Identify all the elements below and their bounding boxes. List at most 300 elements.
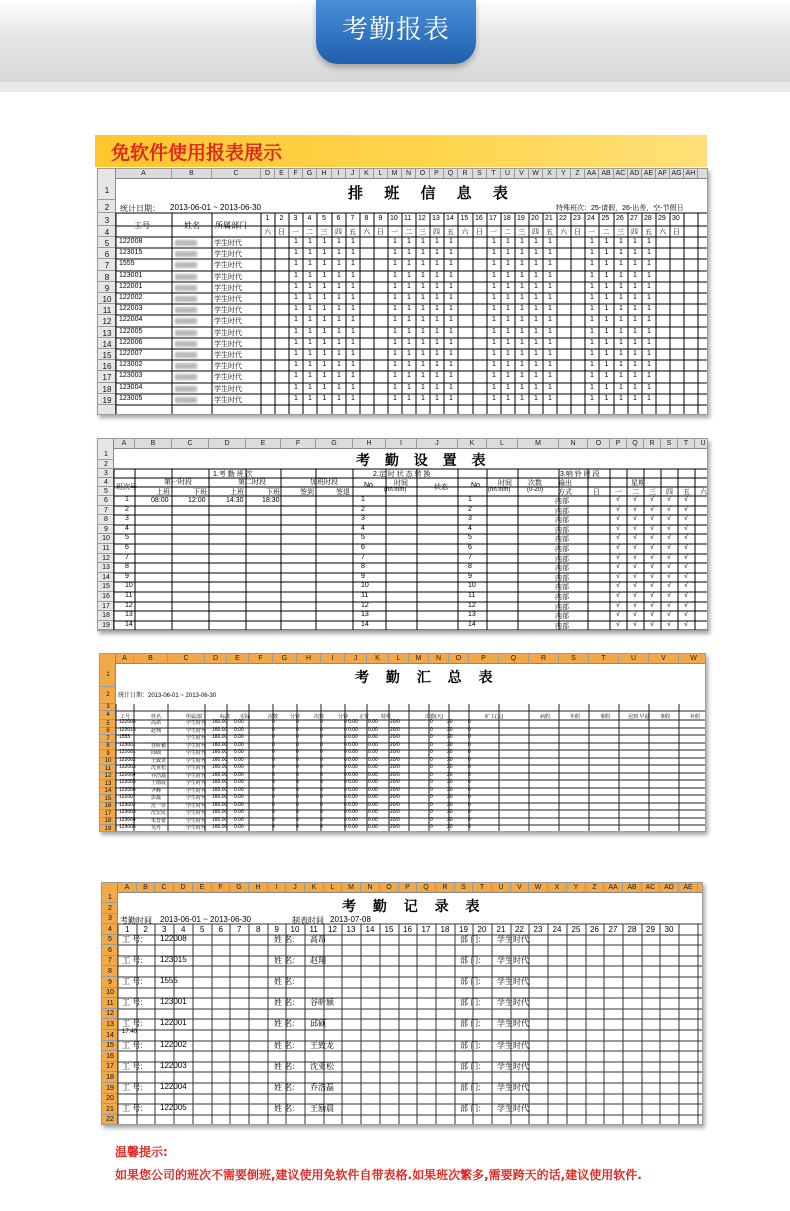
actual-hours: 0.00 — [234, 809, 244, 815]
shift-value: 1 — [548, 294, 552, 301]
column-header: U — [619, 654, 649, 664]
zero: 0 — [430, 772, 433, 778]
day-number: 29 — [658, 215, 666, 222]
column-header: S — [473, 169, 487, 179]
department: 学生时代 — [186, 758, 207, 764]
sheet-title: 考 勤 记 录 表 — [342, 899, 486, 915]
check-mark: √ — [616, 515, 620, 522]
stat-label: 统计日期： — [120, 204, 160, 213]
shift-value: 1 — [435, 305, 439, 312]
shift-value: 1 — [520, 384, 524, 391]
department: 学生时代 — [214, 352, 242, 359]
row-number: 17 — [100, 810, 116, 818]
column-header: L — [324, 883, 342, 893]
shift-value: 1 — [619, 384, 623, 391]
output-mode: 内部 — [555, 556, 569, 563]
column-header: D — [205, 654, 227, 664]
shift-value: 1 — [548, 372, 552, 379]
col-title: 工号 — [134, 221, 150, 230]
row-number: 20 — [102, 1094, 118, 1104]
actual-hours: 0.00 — [234, 772, 244, 778]
zero-decimal: 0.00 — [368, 824, 378, 830]
department: 学生时代 — [214, 285, 242, 292]
row-number: 16 — [100, 803, 116, 810]
shift-value: 1 — [492, 305, 496, 312]
shift-value: 1 — [590, 272, 594, 279]
employee-id: 122006 — [119, 787, 136, 793]
shift-value: 1 — [449, 238, 453, 245]
column-header: C — [172, 439, 209, 449]
bell-number: 4 — [468, 525, 472, 532]
tip-title: 温馨提示: — [115, 1145, 168, 1159]
day-number: 24 — [587, 215, 595, 222]
column-header: Q — [499, 654, 529, 664]
count-20: 20 — [447, 742, 453, 748]
shift-value: 1 — [647, 260, 651, 267]
column-header: Z — [586, 883, 604, 893]
column-header: C — [168, 654, 205, 664]
check-mark: √ — [667, 582, 671, 589]
shift-value: 1 — [548, 384, 552, 391]
shift-value: 1 — [548, 316, 552, 323]
dept-label: 部 门: — [460, 1019, 481, 1028]
shift-value: 1 — [506, 294, 510, 301]
shift-value: 1 — [590, 260, 594, 267]
check-mark: √ — [650, 621, 654, 628]
zero-decimal: 0.00 — [368, 734, 378, 740]
zero: 0 — [430, 734, 433, 740]
count-20: 20 — [447, 772, 453, 778]
actual-hours: 0.00 — [234, 742, 244, 748]
row-number: 15 — [100, 795, 116, 803]
zero: 0 — [430, 749, 433, 755]
shift-value: 1 — [633, 395, 637, 402]
shift-value: 1 — [604, 272, 609, 279]
department: 学生时代 — [186, 780, 207, 786]
attendance-days: 20/0 — [390, 794, 400, 800]
shift-value: 1 — [294, 316, 298, 323]
row-number: 11 — [100, 765, 116, 773]
row-number: 13 — [98, 327, 116, 338]
day-number: 23 — [573, 215, 581, 222]
row-number: 3 — [102, 914, 118, 924]
row-number: 2 — [98, 200, 116, 213]
shift-value: 1 — [322, 305, 327, 312]
check-mark: √ — [616, 611, 620, 618]
check-mark: √ — [633, 525, 637, 532]
column-header: AF — [656, 169, 670, 179]
bell-number: 14 — [468, 621, 476, 628]
shift-value: 1 — [647, 283, 651, 290]
shift-value: 1 — [393, 294, 397, 301]
column-header: F — [289, 169, 303, 179]
zero-decimal: 0.00 — [368, 719, 378, 725]
shift-value: 1 — [520, 238, 524, 245]
shift-value: 1 — [520, 372, 524, 379]
shift-value: 1 — [647, 328, 651, 335]
shift-value: 1 — [534, 361, 538, 368]
attendance-days: 20/0 — [390, 719, 400, 725]
check-mark: √ — [667, 602, 671, 609]
zero: 0 — [430, 742, 433, 748]
weekday: 日 — [673, 229, 680, 236]
shift-number: 1 — [125, 496, 129, 503]
row-number: 8 — [100, 743, 116, 750]
zero: 0 — [344, 779, 347, 785]
zero-decimal: 0.00 — [368, 802, 378, 808]
row-number: 13 — [98, 563, 114, 573]
shift-value: 1 — [308, 339, 312, 346]
employee-id: 122004 — [160, 1082, 187, 1091]
shift-value: 1 — [590, 361, 594, 368]
summary-header: 病假 — [540, 714, 551, 720]
employee-name: 彭磊 — [151, 795, 162, 801]
row-number: 3 — [98, 213, 116, 226]
shift-value: 1 — [421, 260, 425, 267]
header-text: 时间 — [498, 480, 512, 487]
department: 学生时代 — [186, 735, 207, 741]
shift-value: 1 — [520, 305, 524, 312]
zero: 0 — [272, 764, 275, 770]
zero: 0 — [320, 742, 323, 748]
shift-value: 1 — [633, 283, 637, 290]
employee-name: 乔浩磊 — [151, 773, 167, 779]
shift-value: 1 — [294, 395, 298, 402]
shift-value: 1 — [590, 384, 594, 391]
shift-value: 1 — [534, 249, 538, 256]
column-header: Q — [627, 439, 644, 449]
column-header: N — [402, 169, 416, 179]
shift-value: 1 — [647, 249, 651, 256]
shift-value: 1 — [647, 384, 651, 391]
row-number: 5 — [98, 237, 116, 248]
shift-value: 1 — [407, 238, 411, 245]
weekday: 二 — [504, 229, 511, 236]
row-number: 4 — [98, 226, 116, 237]
shift-value: 1 — [337, 350, 341, 357]
day-number: 14 — [446, 215, 454, 222]
header-text: 班次号 — [116, 484, 137, 491]
zero: 0 — [272, 802, 275, 808]
shift-value: 1 — [294, 361, 298, 368]
day-number: 28 — [644, 215, 652, 222]
standard-hours: 160.00 — [212, 779, 228, 785]
shift-value: 1 — [393, 361, 397, 368]
row-number: 6 — [100, 728, 116, 735]
shift-value: 1 — [506, 372, 510, 379]
standard-hours: 160.00 — [212, 757, 228, 763]
output-mode: 内部 — [555, 584, 569, 591]
row-number: 14 — [98, 573, 114, 582]
shift-value: 1 — [506, 272, 510, 279]
shift-value: 1 — [647, 272, 651, 279]
weekday: 日 — [377, 229, 384, 236]
column-header: T — [589, 654, 619, 664]
column-header: T — [473, 883, 492, 893]
banner-divider — [0, 82, 790, 92]
shift-number: 14 — [125, 621, 133, 628]
shift-value: 1 — [534, 384, 538, 391]
shift-number: 5 — [125, 534, 129, 541]
time-range: 2013-06-01 ~ 2013-06-30 — [160, 915, 251, 924]
column-header: S — [455, 883, 473, 893]
zero: 0 — [272, 787, 275, 793]
shift-value: 1 — [647, 238, 651, 245]
shift-value: 1 — [351, 272, 355, 279]
output-mode: 内部 — [555, 604, 569, 611]
shift-value: 1 — [492, 350, 496, 357]
shift-value: 1 — [619, 260, 623, 267]
shift-value: 1 — [492, 372, 496, 379]
day-number: 16 — [403, 925, 412, 934]
row-number: 19 — [102, 1083, 118, 1094]
column-header: T — [487, 169, 501, 179]
shift-value: 1 — [449, 316, 453, 323]
column-header: R — [436, 883, 455, 893]
shift-value: 1 — [294, 283, 298, 290]
shift-value: 1 — [590, 372, 594, 379]
zero: 0 — [468, 749, 471, 755]
employee-name: 赵翔 — [310, 956, 326, 965]
attendance-days: 20/0 — [390, 749, 400, 755]
output-mode: 内部 — [555, 527, 569, 534]
shift-value: 1 — [435, 238, 439, 245]
zero: 0 — [320, 727, 323, 733]
zero: 0 — [468, 772, 471, 778]
id-label: 工 号: — [122, 1083, 143, 1092]
shift-value: 1 — [520, 249, 524, 256]
employee-id: 123002 — [119, 361, 143, 368]
employee-id: 122007 — [119, 350, 143, 357]
row-number: 13 — [100, 780, 116, 788]
shift-value: 1 — [449, 260, 453, 267]
column-header: AB — [599, 169, 614, 179]
check-mark: √ — [633, 611, 637, 618]
standard-hours: 160.00 — [212, 734, 228, 740]
time-label: 考勤时间 — [120, 916, 152, 925]
department: 学生时代 — [214, 397, 242, 404]
row-number: 1 — [98, 449, 114, 460]
attendance-days: 20/0 — [390, 824, 400, 830]
zero: 0 — [468, 757, 471, 763]
department: 学生时代 — [214, 307, 242, 314]
zero: 0 — [320, 734, 323, 740]
day-number: 30 — [672, 215, 680, 222]
header-text: (0-20) — [527, 487, 544, 493]
weekday: 四 — [335, 229, 342, 236]
shift-value: 1 — [308, 328, 312, 335]
shift-value: 1 — [337, 361, 341, 368]
department: 学生时代 — [497, 1062, 529, 1071]
row-number: 19 — [100, 825, 116, 832]
row-number: 21 — [102, 1104, 118, 1115]
zero: 0 — [320, 764, 323, 770]
shift-value: 1 — [604, 283, 609, 290]
blurred-name — [175, 318, 197, 324]
shift-value: 1 — [633, 350, 637, 357]
shift-value: 1 — [351, 395, 355, 402]
shift-value: 1 — [647, 339, 651, 346]
column-header: F — [249, 654, 273, 664]
check-mark: √ — [616, 582, 620, 589]
bell-number: 7 — [468, 554, 472, 561]
name-label: 姓 名: — [274, 998, 295, 1007]
summary-header: 事假 — [660, 714, 671, 720]
day-number: 5 — [322, 215, 326, 222]
check-mark: √ — [650, 515, 654, 522]
column-header: K — [458, 439, 487, 449]
page-title: 考勤报表 — [341, 15, 450, 45]
standard-hours: 160.00 — [212, 742, 228, 748]
attendance-days: 20/0 — [390, 734, 400, 740]
shift-value: 1 — [393, 339, 397, 346]
column-header: W — [529, 169, 543, 179]
department: 学生时代 — [186, 743, 207, 749]
check-mark: √ — [616, 506, 620, 513]
header-text: 下班 — [266, 489, 280, 496]
column-header: AC — [642, 883, 660, 893]
shift-value: 1 — [492, 339, 496, 346]
zero: 0 — [430, 824, 433, 830]
column-header: O — [449, 654, 469, 664]
zero-decimal: 0.00 — [348, 727, 358, 733]
shift-value: 1 — [647, 350, 651, 357]
check-mark: √ — [667, 563, 671, 570]
day-number: 7 — [350, 215, 355, 222]
shift-value: 1 — [351, 249, 355, 256]
column-header: N — [429, 654, 449, 664]
employee-id: 122003 — [119, 305, 143, 312]
zero-decimal: 0.00 — [348, 757, 358, 763]
zero: 0 — [296, 794, 299, 800]
summary-header: 分钟 — [338, 714, 349, 720]
shift-value: 1 — [407, 316, 411, 323]
zero: 0 — [344, 719, 347, 725]
summary-header: 分钟 — [290, 714, 301, 720]
group-title: 2.定 时 状 态 转 换 — [373, 471, 431, 478]
shift-value: 1 — [337, 316, 341, 323]
section-title: 免软件使用报表展示 — [111, 142, 283, 164]
zero: 0 — [468, 764, 471, 770]
column-header: X — [548, 883, 567, 893]
shift-value: 1 — [294, 294, 298, 301]
weekday: 五 — [683, 489, 690, 496]
dept-label: 部 门: — [460, 1083, 481, 1092]
blurred-name — [175, 285, 197, 291]
shift-value: 1 — [534, 305, 538, 312]
column-header: A — [118, 883, 137, 893]
zero: 0 — [320, 809, 323, 815]
weekday: 六 — [700, 489, 707, 496]
rule-number: 14 — [361, 621, 369, 628]
zero: 0 — [296, 824, 299, 830]
column-header: M — [388, 169, 402, 179]
check-mark: √ — [633, 592, 637, 599]
check-mark: √ — [616, 554, 620, 561]
column-header: R — [529, 654, 559, 664]
standard-hours: 160.00 — [212, 802, 228, 808]
shift-value: 1 — [308, 316, 312, 323]
check-mark: √ — [633, 506, 637, 513]
shift-value: 1 — [393, 249, 397, 256]
shift-number: 9 — [125, 573, 129, 580]
shift-number: 7 — [125, 554, 129, 561]
dept-label: 部 门: — [460, 935, 481, 944]
column-header: J — [345, 654, 367, 664]
shift-value: 1 — [393, 238, 397, 245]
time-value: 12:00 — [188, 497, 206, 504]
shift-value: 1 — [604, 339, 609, 346]
shift-value: 1 — [548, 339, 552, 346]
row-number: 16 — [102, 1051, 118, 1062]
shift-value: 1 — [294, 384, 298, 391]
actual-hours: 0.00 — [234, 727, 244, 733]
row-number: 10 — [98, 293, 116, 304]
weekday: 二 — [602, 229, 610, 236]
row-number: 5 — [100, 720, 116, 728]
shift-value: 1 — [421, 395, 425, 402]
column-header: S — [661, 439, 678, 449]
summary-header: 特殊 — [381, 714, 392, 720]
zero-decimal: 0.00 — [368, 817, 378, 823]
header-text: 方式 — [558, 489, 572, 496]
shift-value: 1 — [619, 238, 623, 245]
department: 学生时代 — [186, 720, 207, 726]
attendance-days: 20/0 — [390, 802, 400, 808]
shift-value: 1 — [449, 249, 453, 256]
count-20: 20 — [447, 757, 453, 763]
row-number: 6 — [98, 496, 114, 506]
shift-value: 1 — [322, 328, 327, 335]
dept-label: 部 门: — [460, 956, 481, 965]
check-mark: √ — [667, 621, 671, 628]
department: 学生时代 — [214, 318, 242, 325]
header-text: 上班 — [156, 489, 170, 496]
time-value: 14:30 — [226, 497, 244, 504]
shift-value: 1 — [421, 372, 425, 379]
shift-value: 1 — [337, 305, 341, 312]
shift-value: 1 — [604, 361, 609, 368]
shift-value: 1 — [337, 372, 341, 379]
shift-value: 1 — [604, 316, 609, 323]
shift-value: 1 — [506, 395, 510, 402]
rule-number: 6 — [361, 544, 365, 551]
column-header: E — [193, 883, 212, 893]
column-header: V — [515, 169, 529, 179]
check-mark: √ — [633, 573, 637, 580]
attendance-days: 20/0 — [390, 817, 400, 823]
shift-value: 1 — [604, 372, 609, 379]
shift-value: 1 — [604, 328, 609, 335]
shift-value: 1 — [322, 372, 327, 379]
attendance-days: 20/0 — [390, 809, 400, 815]
shift-value: 1 — [633, 372, 637, 379]
shift-value: 1 — [633, 316, 637, 323]
employee-name: 王致龙 — [310, 1041, 334, 1050]
shift-value: 1 — [435, 361, 439, 368]
rule-number: 10 — [361, 582, 369, 589]
employee-id: 122005 — [119, 779, 136, 785]
day-number: 12 — [418, 215, 426, 222]
shift-value: 1 — [308, 238, 312, 245]
row-number: 22 — [102, 1115, 118, 1125]
row-number: 14 — [102, 1030, 118, 1041]
shift-value: 1 — [590, 294, 594, 301]
day-number: 26 — [616, 215, 624, 222]
shift-value: 1 — [619, 316, 623, 323]
id-label: 工 号: — [122, 998, 143, 1007]
rule-number: 2 — [361, 506, 365, 513]
